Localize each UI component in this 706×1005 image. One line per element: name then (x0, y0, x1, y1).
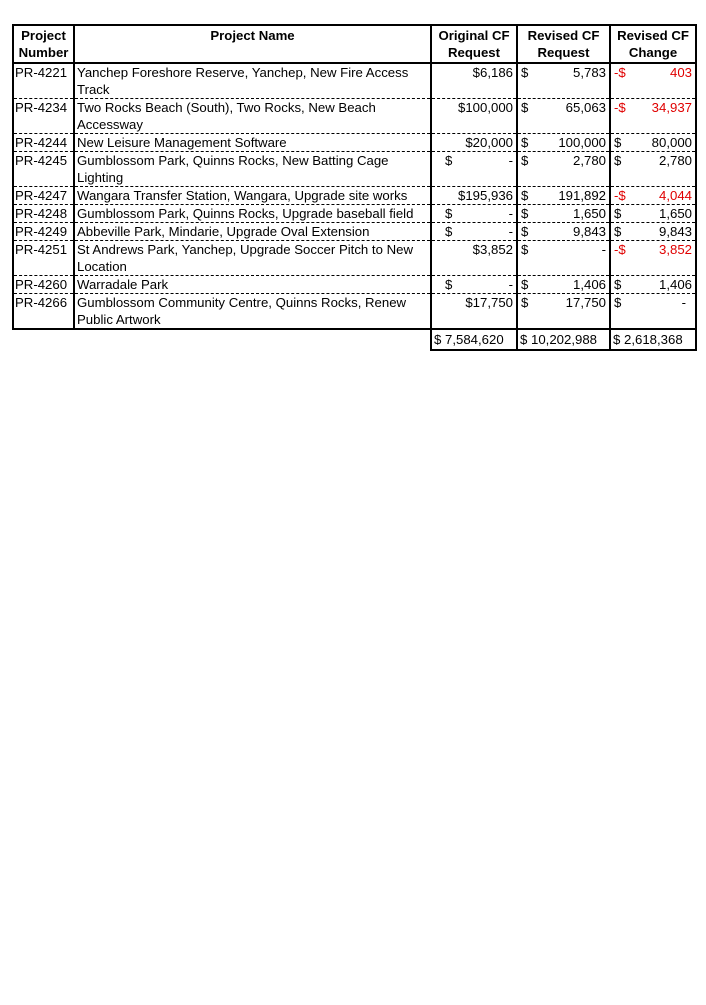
change-currency-symbol: -$ (614, 65, 626, 80)
header-revised-line2: Request (537, 45, 590, 60)
revised-cf-cell (517, 134, 610, 152)
header-project-number-line1: Project (21, 28, 66, 43)
revised-cf-split (521, 223, 606, 240)
revised-cf-split (521, 134, 606, 151)
original-cf-split (435, 205, 513, 222)
change-cf-cell (610, 241, 696, 276)
totals-row (13, 329, 696, 350)
revised-cf-value: 17,750 (565, 295, 606, 310)
original-cf-split (435, 223, 513, 240)
change-currency-symbol: $ (614, 224, 622, 239)
total-change: $ 2,618,368 (610, 329, 696, 350)
revised-currency-symbol: $ (521, 295, 529, 310)
project-number-cell: PR-4221 (13, 63, 74, 99)
change-cf-split (614, 64, 692, 81)
change-currency-symbol: $ (614, 135, 622, 150)
header-change-line2: Change (628, 45, 678, 60)
original-currency-symbol: $ (445, 206, 453, 221)
project-number-cell: PR-4251 (13, 241, 74, 276)
original-cf-cell (431, 99, 517, 134)
change-currency-symbol: -$ (614, 188, 626, 203)
change-cf-cell (610, 99, 696, 134)
original-cf-value: $3,852 (472, 242, 513, 257)
table-body (13, 63, 696, 329)
revised-cf-value: 1,406 (572, 277, 606, 292)
change-cf-split (614, 205, 692, 222)
table-row (13, 223, 696, 241)
change-cf-value: 9,843 (658, 224, 692, 239)
revised-cf-cell (517, 187, 610, 205)
change-cf-split (614, 241, 692, 258)
original-cf-value: $17,750 (465, 295, 513, 310)
revised-cf-cell (517, 294, 610, 330)
change-cf-value: 3,852 (658, 242, 692, 257)
change-cf-value: 1,406 (658, 277, 692, 292)
revised-cf-split (521, 187, 606, 204)
change-cf-cell (610, 134, 696, 152)
change-cf-cell (610, 187, 696, 205)
header-change-cf (610, 25, 696, 63)
capital-works-table-sheet (12, 24, 697, 351)
revised-cf-value: 191,892 (558, 188, 606, 203)
header-original-line2: Request (447, 45, 501, 60)
revised-currency-symbol: $ (521, 277, 529, 292)
original-cf-value: $195,936 (457, 188, 513, 203)
change-cf-split (614, 134, 692, 151)
change-cf-value: 2,780 (658, 153, 692, 168)
project-number-cell: PR-4245 (13, 152, 74, 187)
revised-cf-cell (517, 99, 610, 134)
revised-cf-split (521, 294, 606, 311)
revised-currency-symbol: $ (521, 135, 529, 150)
project-number-cell: PR-4260 (13, 276, 74, 294)
revised-cf-cell (517, 152, 610, 187)
original-cf-cell (431, 152, 517, 187)
original-cf-cell (431, 294, 517, 330)
header-row (13, 25, 696, 63)
table-row (13, 134, 696, 152)
original-cf-cell (431, 205, 517, 223)
revised-currency-symbol: $ (521, 153, 529, 168)
revised-currency-symbol: $ (521, 100, 529, 115)
revised-cf-cell (517, 241, 610, 276)
revised-cf-value: 9,843 (572, 224, 606, 239)
original-currency-symbol: $ (445, 277, 453, 292)
project-number-cell: PR-4248 (13, 205, 74, 223)
revised-cf-cell (517, 63, 610, 99)
revised-cf-value: 1,650 (572, 206, 606, 221)
original-cf-value: $20,000 (465, 135, 513, 150)
project-number-cell: PR-4249 (13, 223, 74, 241)
carry-forward-table (12, 24, 697, 351)
project-number-cell: PR-4247 (13, 187, 74, 205)
change-currency-symbol: $ (614, 206, 622, 221)
change-cf-value: 1,650 (658, 206, 692, 221)
project-name-cell: Gumblossom Park, Quinns Rocks, New Batting Cage Lighting (74, 152, 431, 187)
project-name-cell: Two Rocks Beach (South), Two Rocks, New Beach Accessway (74, 99, 431, 134)
header-revised-line1: Revised CF (527, 28, 600, 43)
change-currency-symbol: $ (614, 153, 622, 168)
project-number-cell: PR-4244 (13, 134, 74, 152)
project-name-cell: Wangara Transfer Station, Wangara, Upgrade site works (74, 187, 431, 205)
revised-cf-cell (517, 276, 610, 294)
revised-currency-symbol: $ (521, 65, 529, 80)
table-row (13, 187, 696, 205)
header-original-cf (431, 25, 517, 63)
change-cf-value: - (681, 295, 686, 310)
revised-currency-symbol: $ (521, 242, 529, 257)
table-row (13, 63, 696, 99)
change-cf-cell (610, 223, 696, 241)
totals-blank (13, 329, 74, 350)
original-cf-value: - (508, 224, 513, 239)
project-name-cell: Abbeville Park, Mindarie, Upgrade Oval Extension (74, 223, 431, 241)
original-currency-symbol: $ (445, 153, 453, 168)
original-currency-symbol: $ (445, 224, 453, 239)
change-cf-value: 4,044 (658, 188, 692, 203)
original-cf-cell (431, 241, 517, 276)
table-row (13, 241, 696, 276)
change-cf-cell (610, 276, 696, 294)
revised-cf-split (521, 152, 606, 169)
revised-cf-value: 65,063 (565, 100, 606, 115)
project-name-cell: Warradale Park (74, 276, 431, 294)
original-cf-split (435, 152, 513, 169)
project-name-cell: Gumblossom Park, Quinns Rocks, Upgrade baseball field (74, 205, 431, 223)
project-name-cell: St Andrews Park, Yanchep, Upgrade Soccer Pitch to New Location (74, 241, 431, 276)
change-cf-value: 34,937 (651, 100, 692, 115)
revised-cf-value: - (601, 242, 606, 257)
change-cf-split (614, 99, 692, 116)
project-name-cell: New Leisure Management Software (74, 134, 431, 152)
project-number-cell: PR-4266 (13, 294, 74, 330)
header-project-name: Project Name (74, 25, 431, 63)
header-project-number (13, 25, 74, 63)
original-cf-cell (431, 63, 517, 99)
revised-cf-value: 2,780 (572, 153, 606, 168)
original-cf-cell (431, 276, 517, 294)
revised-cf-value: 100,000 (558, 135, 606, 150)
change-cf-split (614, 152, 692, 169)
original-cf-value: - (508, 153, 513, 168)
header-original-line1: Original CF (438, 28, 510, 43)
header-change-line1: Revised CF (617, 28, 689, 43)
change-cf-split (614, 187, 692, 204)
revised-cf-split (521, 99, 606, 116)
revised-cf-split (521, 205, 606, 222)
original-cf-cell (431, 223, 517, 241)
revised-currency-symbol: $ (521, 224, 529, 239)
totals-blank-name (74, 329, 431, 350)
project-name-cell: Gumblossom Community Centre, Quinns Rocks, Renew Public Artwork (74, 294, 431, 330)
original-cf-split (435, 276, 513, 293)
original-cf-value: $100,000 (457, 100, 513, 115)
table-row (13, 276, 696, 294)
header-project-number-line2: Number (18, 45, 69, 60)
original-cf-value: - (508, 206, 513, 221)
original-cf-value: $6,186 (472, 65, 513, 80)
revised-cf-split (521, 276, 606, 293)
original-cf-cell (431, 187, 517, 205)
revised-cf-split (521, 241, 606, 258)
table-row (13, 99, 696, 134)
total-original: $ 7,584,620 (431, 329, 517, 350)
revised-cf-cell (517, 205, 610, 223)
revised-currency-symbol: $ (521, 188, 529, 203)
change-cf-cell (610, 205, 696, 223)
project-name-cell: Yanchep Foreshore Reserve, Yanchep, New Fire Access Track (74, 63, 431, 99)
change-currency-symbol: -$ (614, 242, 626, 257)
change-cf-split (614, 223, 692, 240)
change-currency-symbol: $ (614, 277, 622, 292)
header-revised-cf (517, 25, 610, 63)
change-currency-symbol: -$ (614, 100, 626, 115)
table-row (13, 152, 696, 187)
project-number-cell: PR-4234 (13, 99, 74, 134)
original-cf-cell (431, 134, 517, 152)
change-cf-split (614, 276, 692, 293)
revised-cf-cell (517, 223, 610, 241)
original-cf-value: - (508, 277, 513, 292)
change-cf-value: 403 (669, 65, 692, 80)
table-row (13, 205, 696, 223)
revised-cf-value: 5,783 (572, 65, 606, 80)
change-cf-cell (610, 152, 696, 187)
change-cf-value: 80,000 (651, 135, 692, 150)
total-revised: $ 10,202,988 (517, 329, 610, 350)
revised-cf-split (521, 64, 606, 81)
table-row (13, 294, 696, 330)
revised-currency-symbol: $ (521, 206, 529, 221)
change-cf-cell (610, 63, 696, 99)
change-cf-split (614, 294, 692, 311)
change-currency-symbol: $ (614, 295, 622, 310)
change-cf-cell (610, 294, 696, 330)
